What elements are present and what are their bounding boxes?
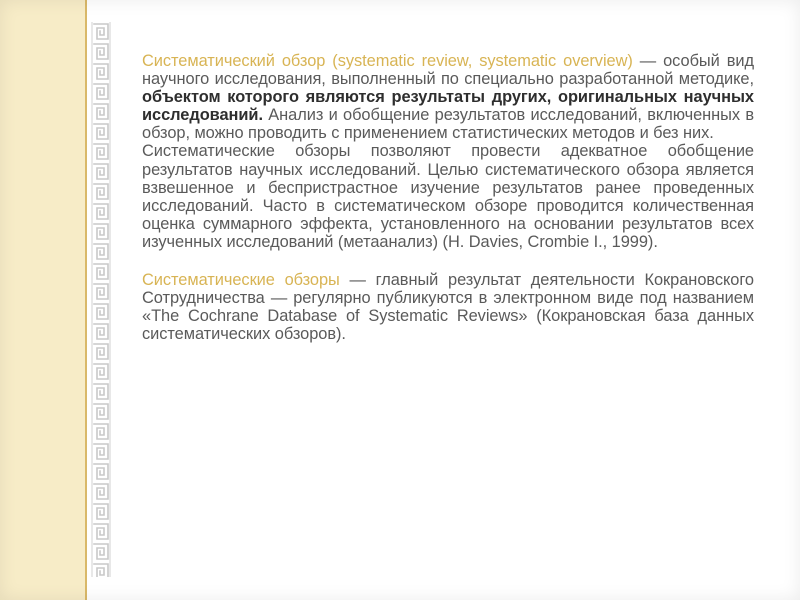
definition-term: Систематический обзор (systematic review, systematic overview) — [142, 52, 633, 70]
decorative-left-band — [0, 0, 87, 600]
paragraph-spacer — [142, 251, 754, 271]
cochrane-term: Систематические обзоры — [142, 271, 340, 290]
greek-key-border-icon — [91, 22, 111, 577]
decorative-band-rule — [85, 0, 87, 600]
paragraph-cochrane — [142, 271, 754, 343]
slide-body — [142, 52, 754, 343]
definition-intro: — особый вид научного исследования, выполненный по специально разработанной методике, — [142, 52, 754, 89]
cochrane-text: — главный результат деятельности Кокрановского Сотрудничества — регулярно публикуются в электронном виде под названием «The Cochrane Database of Systematic Reviews» (Кокрановская база данных систематических обзоров). — [142, 271, 755, 344]
definition-rest: Анализ и обобщение результатов исследований, включенных в обзор, можно проводить с применением статистических методов и без них. — [142, 106, 754, 143]
paragraph-definition — [142, 52, 754, 142]
paragraph-purpose: Систематические обзоры позволяют провести адекватное обобщение результатов научных исследований. Целью систематического обзора является взвешенное и беспристрастное изучение результатов ранее проведенных исследований. Часто в систематическом обзоре проводится количественная оценка суммарного эффекта, установленного на основании результатов всех изученных исследований (метаанализ) (H. Davies, Crombie I., 1999). — [142, 142, 754, 251]
definition-emphasis: объектом которого являются результаты других, оригинальных научных исследований. — [142, 88, 754, 125]
